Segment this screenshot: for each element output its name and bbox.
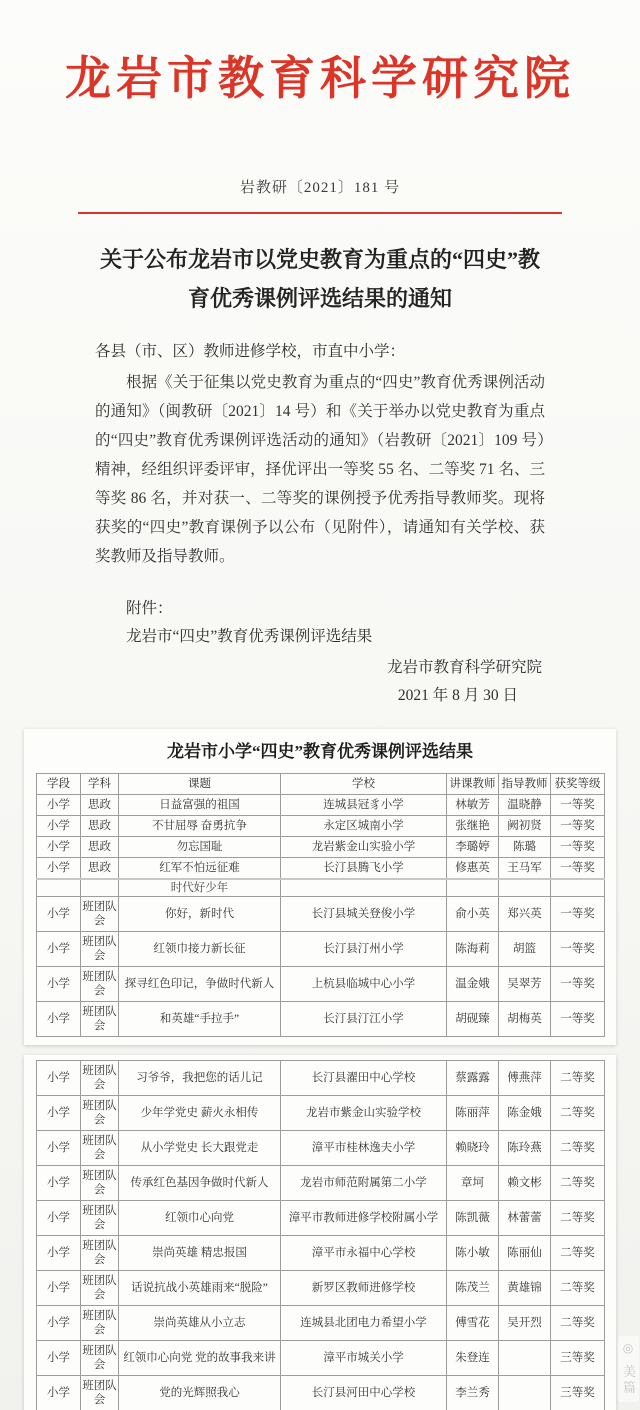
table-cell: 小学: [37, 1236, 81, 1271]
table-cell: 郑兴英: [499, 897, 551, 932]
table-cell: 从小学党史 长大跟党走: [119, 1131, 281, 1166]
doc-number: 岩教研〔2021〕181 号: [239, 180, 401, 196]
table-cell: 时代好少年: [119, 879, 281, 897]
table-cell: 小学: [37, 795, 81, 816]
table-cell: 新罗区教师进修学校: [281, 1271, 447, 1306]
table-cell: 章坷: [447, 1166, 499, 1201]
table-cell: 一等奖: [551, 1002, 605, 1037]
table-row: [37, 932, 605, 967]
table-cell: 班团队会: [81, 1306, 119, 1341]
table-cell: 思政: [81, 795, 119, 816]
table-cell: 一等奖: [551, 816, 605, 837]
table-cell: 一等奖: [551, 897, 605, 932]
table-cell: 小学: [37, 1096, 81, 1131]
table-cell: 长汀县濯田中心学校: [281, 1061, 447, 1096]
table-row: [37, 879, 605, 897]
table-cell: 一等奖: [551, 932, 605, 967]
table-row: [37, 1376, 605, 1410]
table-cell: 班团队会: [81, 897, 119, 932]
table-cell: 话说抗战小英雄雨来“脱险”: [119, 1271, 281, 1306]
table-cell: 小学: [37, 967, 81, 1002]
table-cell: 思政: [81, 858, 119, 880]
column-header: 指导教师: [499, 774, 551, 795]
table-cell: 吴翠芳: [499, 967, 551, 1002]
table-cell: 崇尚英雄 精忠报国: [119, 1236, 281, 1271]
table-cell: 小学: [37, 897, 81, 932]
table-cell: 上杭县临城中心小学: [281, 967, 447, 1002]
table-cell: 胡砚臻: [447, 1002, 499, 1037]
table-header-row: [37, 774, 605, 795]
table-row: [37, 1061, 605, 1096]
table-cell: 傅燕萍: [499, 1061, 551, 1096]
table-cell: 传承红色基因争做时代新人: [119, 1166, 281, 1201]
table-cell: [447, 879, 499, 897]
table-cell: 班团队会: [81, 1236, 119, 1271]
table-row: [37, 1306, 605, 1341]
signature-date: 2021 年 8 月 30 日: [397, 687, 518, 704]
column-header: 讲课教师: [447, 774, 499, 795]
table-cell: [551, 879, 605, 897]
table-row: [37, 1341, 605, 1376]
table-cell: 二等奖: [551, 1166, 605, 1201]
table-cell: 林敏芳: [447, 795, 499, 816]
table-cell: 习爷爷，我把您的话儿记: [119, 1061, 281, 1096]
table-cell: 连城县冠豸小学: [281, 795, 447, 816]
table-cell: 龙岩市师范附属第二小学: [281, 1166, 447, 1201]
table-cell: 李璐婷: [447, 837, 499, 858]
table-cell: 班团队会: [81, 1271, 119, 1306]
table-cell: 吴开烈: [499, 1306, 551, 1341]
results-card-first: [24, 729, 616, 1045]
table-row: [37, 1096, 605, 1131]
table-cell: 二等奖: [551, 1061, 605, 1096]
table-cell: 班团队会: [81, 967, 119, 1002]
table-cell: 班团队会: [81, 1166, 119, 1201]
letterhead-divider: [78, 212, 562, 214]
table-cell: [499, 1341, 551, 1376]
table-cell: 小学: [37, 1306, 81, 1341]
table-cell: 温金娥: [447, 967, 499, 1002]
table-cell: 漳平市教师进修学校附属小学: [281, 1201, 447, 1236]
salutation: 各县（市、区）教师进修学校，市直中小学：: [95, 343, 406, 360]
table-cell: 陈海莉: [447, 932, 499, 967]
table-row: [37, 1271, 605, 1306]
table-cell: 龙岩市紫金山实验学校: [281, 1096, 447, 1131]
table-cell: 班团队会: [81, 1131, 119, 1166]
table-cell: 赖文彬: [499, 1166, 551, 1201]
table-cell: 二等奖: [551, 1306, 605, 1341]
table-cell: 不甘屈辱 奋勇抗争: [119, 816, 281, 837]
table-cell: 陈金娥: [499, 1096, 551, 1131]
table-cell: 小学: [37, 932, 81, 967]
meipian-watermark-label: 美篇: [621, 1365, 636, 1397]
table-cell: 朱登连: [447, 1341, 499, 1376]
table-cell: 探寻红色印记，争做时代新人: [119, 967, 281, 1002]
table-cell: 胡梅英: [499, 1002, 551, 1037]
table-cell: [81, 879, 119, 897]
table-cell: 你好，新时代: [119, 897, 281, 932]
table-cell: 红军不怕远征难: [119, 858, 281, 880]
notice-title: 关于公布龙岩市以党史教育为重点的“四史”教育优秀课例评选结果的通知: [100, 247, 541, 311]
table-cell: 党的光辉照我心: [119, 1376, 281, 1410]
table-cell: 龙岩紫金山实验小学: [281, 837, 447, 858]
table-cell: 长汀县河田中心学校: [281, 1376, 447, 1410]
table-cell: 一等奖: [551, 837, 605, 858]
table-cell: 一等奖: [551, 967, 605, 1002]
column-header: 学校: [281, 774, 447, 795]
table-cell: 一等奖: [551, 858, 605, 880]
table-cell: 三等奖: [551, 1376, 605, 1410]
column-header: 学段: [37, 774, 81, 795]
table-cell: 王马军: [499, 858, 551, 880]
table-row: [37, 1166, 605, 1201]
table-cell: 班团队会: [81, 1376, 119, 1410]
table-cell: 红领巾心向党: [119, 1201, 281, 1236]
table-cell: 林蕾蕾: [499, 1201, 551, 1236]
table-cell: 班团队会: [81, 1061, 119, 1096]
table-cell: 陈丽仙: [499, 1236, 551, 1271]
table-cell: 俞小英: [447, 897, 499, 932]
table-cell: 小学: [37, 816, 81, 837]
table-cell: 三等奖: [551, 1341, 605, 1376]
results-table-title: 龙岩市小学“四史”教育优秀课例评选结果: [167, 742, 473, 761]
table-cell: 漳平市城关小学: [281, 1341, 447, 1376]
table-cell: 温晓静: [499, 795, 551, 816]
table-row: [37, 816, 605, 837]
table-cell: 小学: [37, 1166, 81, 1201]
table-cell: 红领巾心向党 党的故事我来讲: [119, 1341, 281, 1376]
table-cell: [499, 879, 551, 897]
signature-institution: 龙岩市教育科学研究院: [386, 659, 542, 676]
table-cell: 漳平市桂林逸夫小学: [281, 1131, 447, 1166]
table-cell: 胡篮: [499, 932, 551, 967]
table-cell: 李兰秀: [447, 1376, 499, 1410]
table-cell: [37, 879, 81, 897]
column-header: 获奖等级: [551, 774, 605, 795]
results-table-second: [36, 1060, 605, 1410]
table-cell: 小学: [37, 1131, 81, 1166]
table-cell: 连城县北团电力希望小学: [281, 1306, 447, 1341]
table-row: [37, 1201, 605, 1236]
table-cell: 二等奖: [551, 1201, 605, 1236]
table-cell: 少年学党史 薪火永相传: [119, 1096, 281, 1131]
table-cell: 一等奖: [551, 795, 605, 816]
table-cell: 陈璐: [499, 837, 551, 858]
table-cell: 红领巾接力新长征: [119, 932, 281, 967]
results-table-first: [36, 773, 605, 1037]
table-cell: 修惠英: [447, 858, 499, 880]
column-header: 学科: [81, 774, 119, 795]
table-row: [37, 1236, 605, 1271]
table-cell: 阙初贤: [499, 816, 551, 837]
table-cell: 二等奖: [551, 1131, 605, 1166]
table-cell: 小学: [37, 1201, 81, 1236]
table-cell: 和英雄“手拉手”: [119, 1002, 281, 1037]
table-row: [37, 897, 605, 932]
table-cell: 长汀县汀州小学: [281, 932, 447, 967]
table-cell: 蔡露露: [447, 1061, 499, 1096]
table-cell: 陈凯薇: [447, 1201, 499, 1236]
attachment-item: 龙岩市“四史”教育优秀课例评选结果: [126, 628, 373, 645]
table-row: [37, 795, 605, 816]
table-row: [37, 858, 605, 880]
table-cell: 班团队会: [81, 1096, 119, 1131]
table-cell: 小学: [37, 1061, 81, 1096]
table-cell: 长汀县城关登俊小学: [281, 897, 447, 932]
table-cell: 思政: [81, 837, 119, 858]
table-cell: 永定区城南小学: [281, 816, 447, 837]
table-cell: 长汀县腾飞小学: [281, 858, 447, 880]
table-cell: 班团队会: [81, 932, 119, 967]
table-cell: 陈丽萍: [447, 1096, 499, 1131]
results-card-second: [24, 1055, 616, 1410]
table-cell: [281, 879, 447, 897]
table-cell: 陈茂兰: [447, 1271, 499, 1306]
table-cell: 小学: [37, 837, 81, 858]
table-cell: 张继艳: [447, 816, 499, 837]
attachment-block: [126, 595, 640, 651]
table-cell: 傅雪花: [447, 1306, 499, 1341]
attachment-label: 附件：: [126, 600, 173, 617]
table-row: [37, 1002, 605, 1037]
table-cell: 班团队会: [81, 1201, 119, 1236]
table-row: [37, 967, 605, 1002]
meipian-watermark: [618, 1336, 639, 1402]
table-cell: 二等奖: [551, 1236, 605, 1271]
table-cell: 二等奖: [551, 1271, 605, 1306]
table-cell: 赖晓玲: [447, 1131, 499, 1166]
table-cell: 日益富强的祖国: [119, 795, 281, 816]
table-cell: 漳平市永福中心学校: [281, 1236, 447, 1271]
meipian-logo-icon: ◎: [621, 1341, 635, 1359]
table-row: [37, 1131, 605, 1166]
table-cell: 班团队会: [81, 1341, 119, 1376]
table-cell: 小学: [37, 858, 81, 880]
table-cell: 黄雄锦: [499, 1271, 551, 1306]
table-cell: [499, 1376, 551, 1410]
table-cell: 小学: [37, 1376, 81, 1410]
table-cell: 崇尚英雄从小立志: [119, 1306, 281, 1341]
table-cell: 班团队会: [81, 1002, 119, 1037]
table-cell: 陈玲燕: [499, 1131, 551, 1166]
table-cell: 思政: [81, 816, 119, 837]
notice-body: 根据《关于征集以党史教育为重点的“四史”教育优秀课例活动的通知》（闽教研〔2021〕14 号）和《关于举办以党史教育为重点的“四史”教育优秀课例评选活动的通知》（岩教研〔2021〕109 号）精神，经组织评委评审，择优评出一等奖 55 名、二等奖 71 名、三等奖 86 名，并对获一、二等奖的课例授予优秀指导教师奖。现将获奖的“四史”教育课例予以公布（见附件），请通知有关学校、获奖教师及指导教师。: [95, 374, 545, 565]
table-cell: 小学: [37, 1341, 81, 1376]
table-row: [37, 837, 605, 858]
table-cell: 陈小敏: [447, 1236, 499, 1271]
institution-title: 龙岩市教育科学研究院: [65, 53, 575, 104]
table-cell: 二等奖: [551, 1096, 605, 1131]
table-cell: 长汀县汀江小学: [281, 1002, 447, 1037]
table-cell: 小学: [37, 1002, 81, 1037]
table-cell: 勿忘国耻: [119, 837, 281, 858]
column-header: 课题: [119, 774, 281, 795]
table-cell: 小学: [37, 1271, 81, 1306]
